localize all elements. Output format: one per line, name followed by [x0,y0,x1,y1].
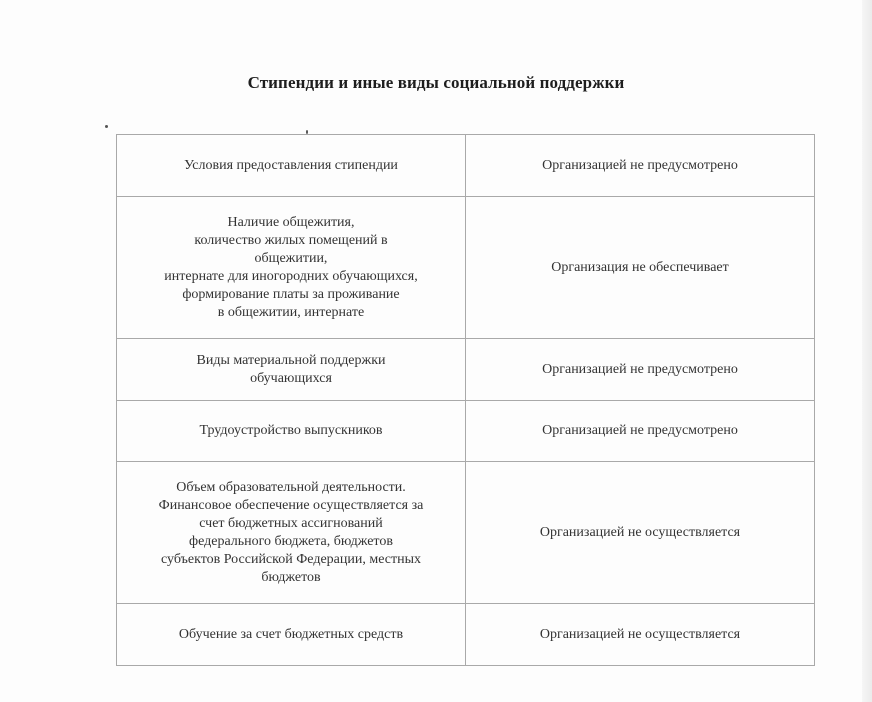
row-value: Организацией не предусмотрено [466,135,815,197]
row-value: Организация не обеспечивает [466,197,815,339]
row-label: Условия предоставления стипендии [117,135,466,197]
row-value: Организацией не предусмотрено [466,339,815,401]
row-label: Наличие общежития, количество жилых помещений в общежитии, интернате для иногородних обучающихся, формирование платы за проживание в общежитии, интернате [117,197,466,339]
row-value: Организацией не предусмотрено [466,401,815,462]
table-row [117,197,815,339]
row-value: Организацией не осуществляется [466,604,815,666]
row-value: Организацией не осуществляется [466,462,815,604]
table-row [117,135,815,197]
row-label: Виды материальной поддержки обучающихся [117,339,466,401]
support-table [116,134,815,666]
table-row [117,604,815,666]
table-row [117,339,815,401]
scan-speck [105,125,108,128]
row-label: Обучение за счет бюджетных средств [117,604,466,666]
table-row [117,462,815,604]
table-row [117,401,815,462]
row-label: Объем образовательной деятельности. Финансовое обеспечение осуществляется за счет бюджетных ассигнований федерального бюджета, бюджетов субъектов Российской Федерации, местных бюджетов [117,462,466,604]
row-label: Трудоустройство выпускников [117,401,466,462]
document-title: Стипендии и иные виды социальной поддержки [247,73,625,92]
page-edge-shadow [862,0,872,702]
